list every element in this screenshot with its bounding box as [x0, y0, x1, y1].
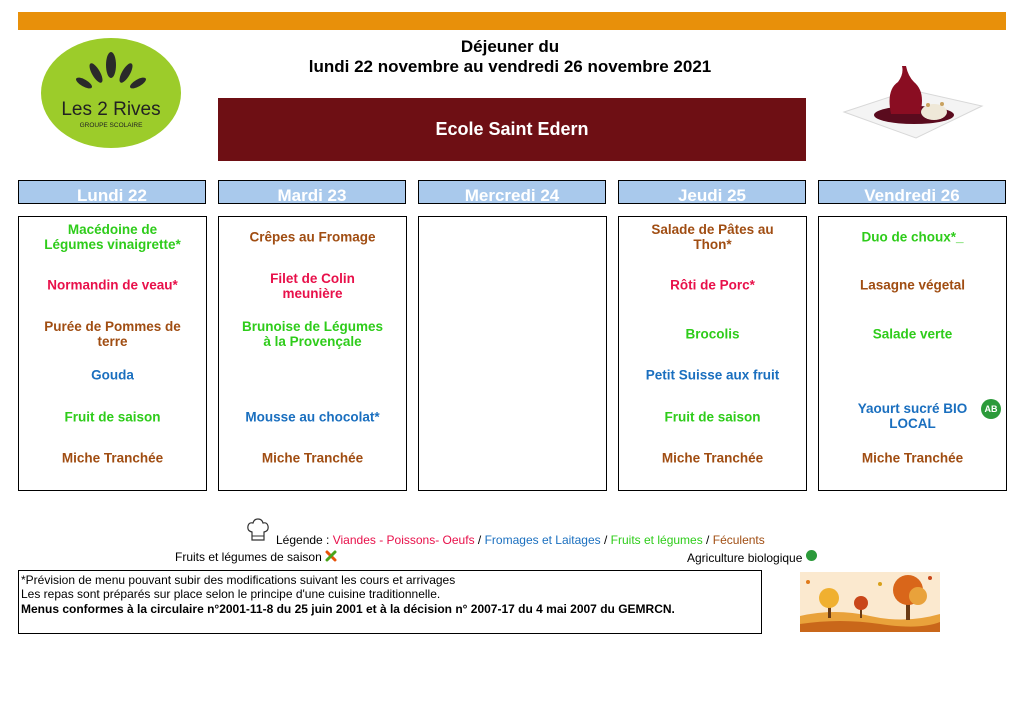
school-banner: Ecole Saint Edern: [218, 98, 806, 161]
menu-item: Salade verte: [872, 326, 953, 342]
menu-item: Duo de choux*_: [861, 229, 964, 245]
day-menu-thursday: [618, 216, 807, 491]
seasonal-cross-icon: [325, 550, 337, 562]
menu-item: Miche Tranchée: [661, 450, 764, 466]
autumn-illustration: [800, 572, 940, 632]
menu-item: Miche Tranchée: [261, 450, 364, 466]
legend-veg: Fruits et légumes: [610, 533, 703, 547]
legend-seasonal: Fruits et légumes de saison: [175, 550, 337, 564]
menu-item: Crêpes au Fromage: [249, 229, 376, 245]
day-header-thursday: Jeudi 25: [618, 180, 806, 204]
logo-text: Les 2 Rives: [61, 99, 161, 120]
logo-subtext: GROUPE SCOLAIRE: [79, 122, 143, 129]
page-title: [260, 37, 760, 77]
menu-item: Purée de Pommes de terre: [44, 319, 181, 349]
day-menu-monday: [18, 216, 207, 491]
note-line-3: Menus conformes à la circulaire n°2001-11-8 du 25 juin 2001 et à la décision n° 2007-17 du 4 mai 2007 du GEMRCN.: [21, 602, 675, 616]
note-line-1: *Prévision de menu pouvant subir des modifications suivant les cours et arrivages: [21, 573, 456, 587]
legend-meat: Viandes - Poissons- Oeufs: [332, 533, 475, 547]
menu-item: Fruit de saison: [64, 409, 161, 425]
menu-item: Macédoine de Légumes vinaigrette*: [44, 222, 181, 252]
day-menu-wednesday: [418, 216, 607, 491]
menu-item: Yaourt sucré BIO LOCAL: [857, 401, 968, 431]
menu-item: Gouda: [91, 367, 134, 383]
organic-ab-icon: AB: [981, 399, 1001, 419]
top-accent-bar: [18, 12, 1006, 30]
day-menu-friday: [818, 216, 1007, 491]
legend-starch: Féculents: [712, 533, 765, 547]
legend-organic: Agriculture biologique: [687, 550, 817, 565]
title-line-1: Déjeuner du: [460, 37, 560, 56]
legend-dairy: Fromages et Laitages: [484, 533, 601, 547]
organic-ab-icon: [806, 550, 817, 561]
menu-item: Lasagne végetal: [859, 277, 966, 293]
menu-item: Rôti de Porc*: [670, 277, 755, 293]
legend: Légende : Viandes - Poissons- Oeufs / Fromages et Laitages / Fruits et légumes / Féculents: [276, 533, 765, 547]
day-menu-tuesday: [218, 216, 407, 491]
day-header-monday: Lundi 22: [18, 180, 206, 204]
menu-item: Filet de Colin meunière: [270, 271, 355, 301]
menu-item: Fruit de saison: [664, 409, 761, 425]
menu-item: Normandin de veau*: [47, 277, 178, 293]
note-line-2: Les repas sont préparés sur place selon le principe d'une cuisine traditionnelle.: [21, 586, 441, 601]
dessert-photo: [836, 60, 986, 142]
notes-box: [18, 570, 762, 634]
menu-item: Brocolis: [685, 326, 740, 342]
menu-item: Brunoise de Légumes à la Provençale: [241, 319, 384, 349]
menu-item: Miche Tranchée: [61, 450, 164, 466]
school-logo: [40, 37, 182, 149]
title-line-2: lundi 22 novembre au vendredi 26 novembre 2021: [308, 57, 712, 76]
menu-item: Petit Suisse aux fruit: [645, 367, 780, 383]
menu-item: Miche Tranchée: [861, 450, 964, 466]
day-header-tuesday: Mardi 23: [218, 180, 406, 204]
day-header-wednesday: Mercredi 24: [418, 180, 606, 204]
day-header-friday: Vendredi 26: [818, 180, 1006, 204]
menu-item: Salade de Pâtes au Thon*: [651, 222, 774, 252]
menu-item: Mousse au chocolat*: [245, 409, 380, 425]
chef-hat-icon: [246, 518, 270, 544]
legend-label: Légende :: [276, 533, 333, 547]
